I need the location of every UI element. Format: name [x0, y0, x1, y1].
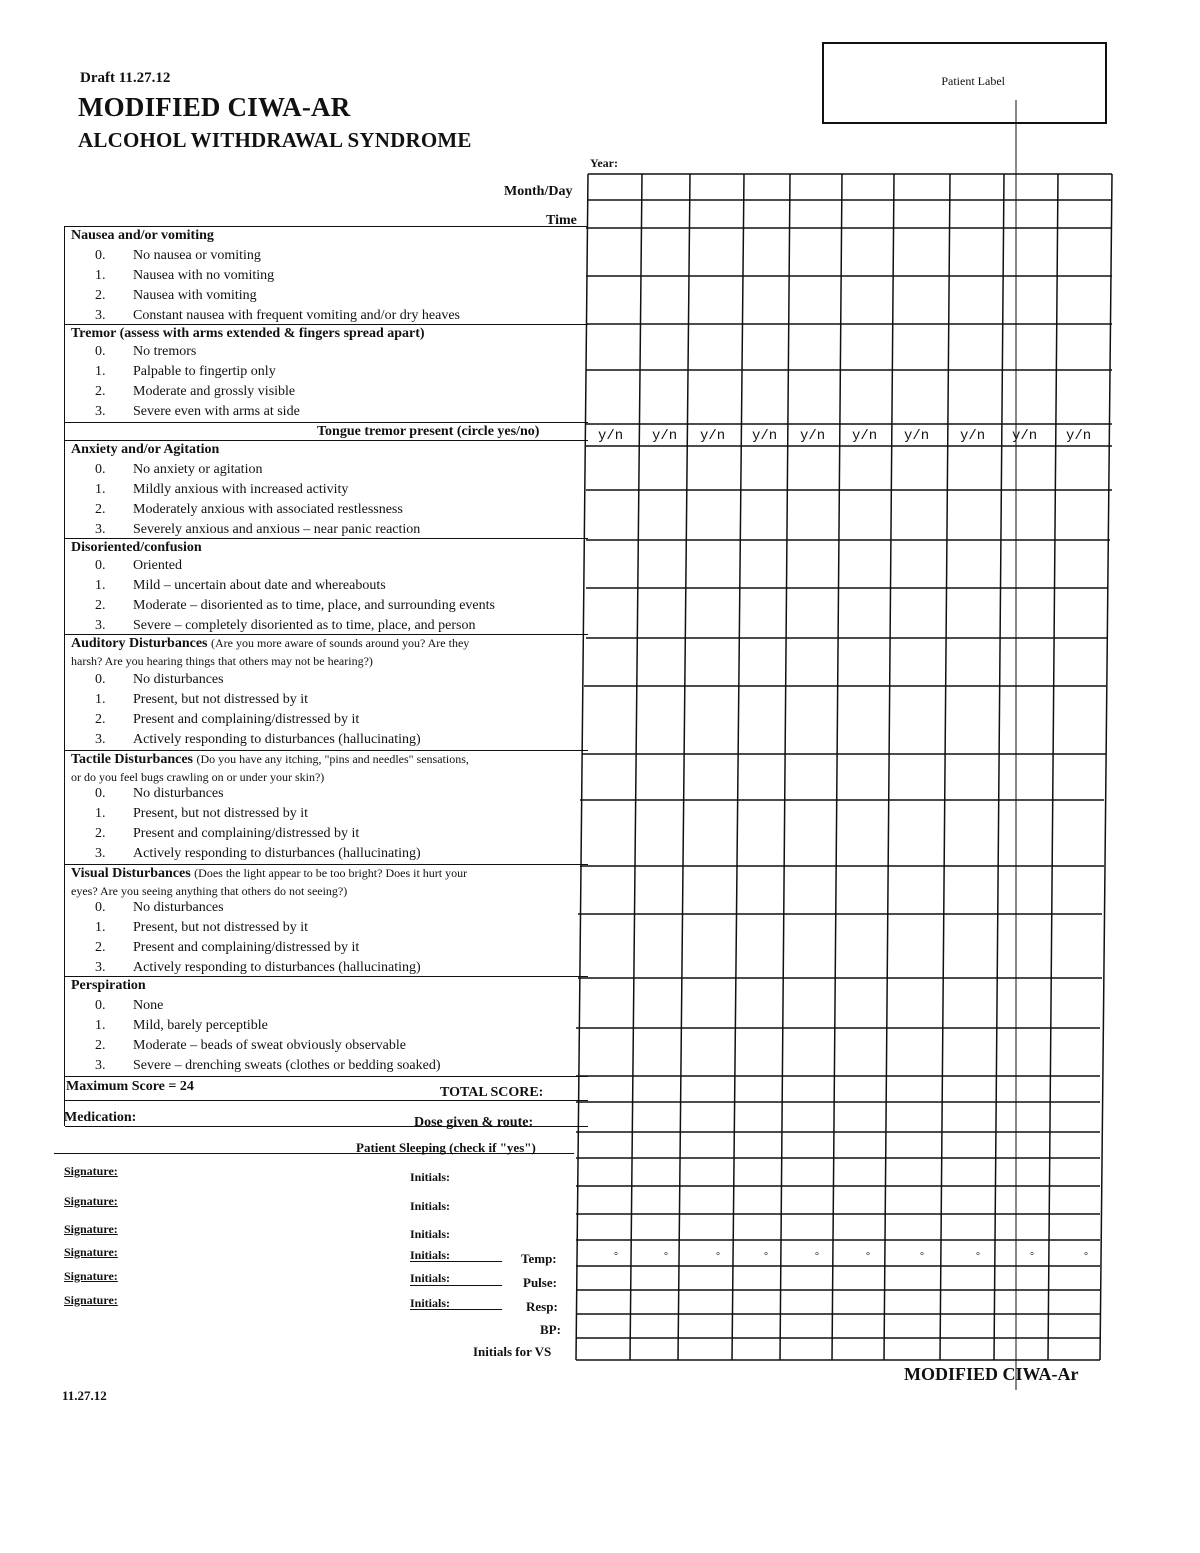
initials-line-1[interactable]: Initials:	[410, 1170, 451, 1184]
item-text: Moderate – disoriented as to time, place, and surrounding events	[133, 598, 495, 613]
item-number: 3.	[95, 732, 106, 747]
grid-column-line	[884, 174, 894, 1360]
tongue-tremor-label: Tongue tremor present (circle yes/no)	[317, 424, 540, 439]
item-number: 0.	[95, 900, 106, 915]
item-text: Palpable to fingertip only	[133, 364, 276, 379]
item-text: Severely anxious and anxious – near panic reaction	[133, 522, 421, 537]
month-day-label: Month/Day	[504, 184, 573, 199]
tactile-question-1: (Do you have any itching, "pins and needles" sensations,	[196, 752, 469, 766]
tongue-yn-10[interactable]: y/n	[1066, 428, 1092, 444]
item-number: 0.	[95, 998, 106, 1013]
item-text: No nausea or vomiting	[133, 248, 261, 263]
item-number: 2.	[95, 502, 106, 517]
initials-line-2[interactable]: Initials:	[410, 1199, 451, 1213]
grid-column-line	[576, 174, 588, 1360]
item-number: 1.	[95, 268, 106, 283]
item-text: No anxiety or agitation	[133, 462, 263, 477]
year-label: Year:	[590, 156, 618, 170]
tongue-yn-8[interactable]: y/n	[960, 428, 986, 444]
initials-line-3[interactable]: Initials:	[410, 1227, 451, 1241]
grid-column-line	[1048, 174, 1058, 1360]
tongue-yn-4[interactable]: y/n	[752, 428, 778, 444]
item-text: No disturbances	[133, 672, 224, 687]
item-number: 2.	[95, 384, 106, 399]
item-number: 2.	[95, 288, 106, 303]
tongue-yn-7[interactable]: y/n	[904, 428, 930, 444]
temp-degree-4: °	[764, 1251, 768, 1262]
temp-degree-1: °	[614, 1251, 618, 1262]
auditory-question-2: harsh? Are you hearing things that others may not be hearing?)	[71, 654, 373, 668]
temp-degree-10: °	[1084, 1251, 1088, 1262]
signature-line-3[interactable]: Signature:	[64, 1222, 118, 1236]
item-text: Moderately anxious with associated restlessness	[133, 502, 403, 517]
visual-title-text: Visual Disturbances	[71, 866, 191, 881]
item-text: Mild – uncertain about date and whereabouts	[133, 578, 386, 593]
signature-line-5[interactable]: Signature:	[64, 1269, 118, 1283]
grid-column-line	[994, 174, 1004, 1360]
form-title: MODIFIED CIWA-AR	[78, 92, 351, 122]
item-text: Present and complaining/distressed by it	[133, 826, 360, 841]
initials-line-6[interactable]: Initials:	[410, 1296, 451, 1310]
item-text: Actively responding to disturbances (hallucinating)	[133, 960, 421, 975]
item-text: No tremors	[133, 344, 197, 359]
item-text: Present, but not distressed by it	[133, 806, 308, 821]
time-label: Time	[546, 213, 577, 228]
tactile-question-2: or do you feel bugs crawling on or under your skin?)	[71, 770, 325, 784]
grid-column-line	[630, 174, 642, 1360]
tongue-yn-1[interactable]: y/n	[598, 428, 624, 444]
item-text: Present and complaining/distressed by it	[133, 940, 360, 955]
patient-label-text: Patient Label	[941, 74, 1005, 88]
item-number: 1.	[95, 364, 106, 379]
item-number: 2.	[95, 826, 106, 841]
signature-line-4[interactable]: Signature:	[64, 1245, 118, 1259]
item-text: No disturbances	[133, 900, 224, 915]
total-score-label: TOTAL SCORE:	[440, 1085, 544, 1100]
tongue-yn-5[interactable]: y/n	[800, 428, 826, 444]
grid-column-line	[678, 174, 690, 1360]
item-text: Severe – completely disoriented as to time, place, and person	[133, 618, 476, 633]
temp-label: Temp:	[521, 1251, 557, 1266]
auditory-title-text: Auditory Disturbances	[71, 636, 208, 651]
item-number: 3.	[95, 404, 106, 419]
initials-vs-label: Initials for VS	[473, 1344, 552, 1359]
form-subtitle: ALCOHOL WITHDRAWAL SYNDROME	[78, 128, 472, 152]
section-title-anxiety: Anxiety and/or Agitation	[71, 442, 220, 457]
signature-line-2[interactable]: Signature:	[64, 1194, 118, 1208]
medication-label: Medication:	[64, 1110, 137, 1125]
tongue-yn-3[interactable]: y/n	[700, 428, 726, 444]
item-text: Mildly anxious with increased activity	[133, 482, 349, 497]
section-title-nausea: Nausea and/or vomiting	[71, 228, 214, 243]
pulse-label: Pulse:	[523, 1275, 557, 1290]
item-number: 0.	[95, 248, 106, 263]
temp-degree-8: °	[976, 1251, 980, 1262]
temp-degree-5: °	[815, 1251, 819, 1262]
item-text: No disturbances	[133, 786, 224, 801]
item-text: Actively responding to disturbances (hallucinating)	[133, 846, 421, 861]
item-text: Moderate – beads of sweat obviously observable	[133, 1038, 406, 1053]
item-number: 3.	[95, 618, 106, 633]
item-number: 1.	[95, 692, 106, 707]
grid-column-line	[780, 174, 790, 1360]
item-text: Actively responding to disturbances (hallucinating)	[133, 732, 421, 747]
bp-label: BP:	[540, 1322, 561, 1337]
tongue-yn-2[interactable]: y/n	[652, 428, 678, 444]
item-text: Nausea with vomiting	[133, 288, 257, 303]
item-number: 0.	[95, 344, 106, 359]
temp-degree-9: °	[1030, 1251, 1034, 1262]
item-text: Severe even with arms at side	[133, 404, 300, 419]
item-number: 3.	[95, 522, 106, 537]
item-number: 0.	[95, 462, 106, 477]
initials-line-4[interactable]: Initials:	[410, 1248, 451, 1262]
footer-brand: MODIFIED CIWA-Ar	[904, 1364, 1079, 1384]
item-number: 0.	[95, 558, 106, 573]
visual-question-1: (Does the light appear to be too bright? Does it hurt your	[194, 866, 468, 880]
item-number: 2.	[95, 940, 106, 955]
item-number: 2.	[95, 712, 106, 727]
patient-sleeping-label: Patient Sleeping (check if "yes")	[356, 1140, 536, 1155]
item-number: 3.	[95, 308, 106, 323]
temp-degree-2: °	[664, 1251, 668, 1262]
item-text: Present, but not distressed by it	[133, 692, 308, 707]
grid-column-line	[940, 174, 950, 1360]
item-number: 3.	[95, 846, 106, 861]
max-score-label: Maximum Score = 24	[66, 1079, 194, 1094]
item-text: Moderate and grossly visible	[133, 384, 296, 399]
item-number: 2.	[95, 1038, 106, 1053]
temp-degree-7: °	[920, 1251, 924, 1262]
item-text: Nausea with no vomiting	[133, 268, 275, 283]
dose-route-label: Dose given & route:	[414, 1115, 534, 1130]
grid-column-line	[732, 174, 744, 1360]
section-title-disoriented: Disoriented/confusion	[71, 540, 202, 555]
tongue-yn-6[interactable]: y/n	[852, 428, 878, 444]
item-text: None	[133, 998, 164, 1013]
grid-column-line	[1100, 174, 1112, 1360]
item-number: 1.	[95, 1018, 106, 1033]
item-number: 3.	[95, 960, 106, 975]
item-text: Present and complaining/distressed by it	[133, 712, 360, 727]
item-text: Constant nausea with frequent vomiting and/or dry heaves	[133, 308, 460, 323]
item-number: 0.	[95, 672, 106, 687]
visual-question-2: eyes? Are you seeing anything that others do not seeing?)	[71, 884, 348, 898]
footer-date: 11.27.12	[62, 1388, 107, 1403]
item-number: 2.	[95, 598, 106, 613]
signature-line-1[interactable]: Signature:	[64, 1164, 118, 1178]
tongue-yn-9[interactable]: y/n	[1012, 428, 1038, 444]
item-number: 1.	[95, 482, 106, 497]
tremor-title-text: Tremor (assess with arms extended & fingers spread apart)	[71, 326, 425, 341]
grid-lines	[576, 174, 1112, 1360]
tactile-title-text: Tactile Disturbances	[71, 752, 193, 767]
item-number: 0.	[95, 786, 106, 801]
item-text: Severe – drenching sweats (clothes or bedding soaked)	[133, 1058, 441, 1073]
draft-date: Draft 11.27.12	[80, 70, 171, 86]
item-number: 1.	[95, 920, 106, 935]
item-number: 3.	[95, 1058, 106, 1073]
resp-label: Resp:	[526, 1299, 558, 1314]
item-text: Mild, barely perceptible	[133, 1018, 268, 1033]
temp-degree-6: °	[866, 1251, 870, 1262]
grid-column-line	[832, 174, 842, 1360]
auditory-question-1: (Are you more aware of sounds around you? Are they	[211, 636, 470, 650]
item-text: Present, but not distressed by it	[133, 920, 308, 935]
item-number: 1.	[95, 806, 106, 821]
item-number: 1.	[95, 578, 106, 593]
section-title-perspiration: Perspiration	[71, 978, 146, 993]
initials-line-5[interactable]: Initials:	[410, 1271, 451, 1285]
item-text: Oriented	[133, 558, 182, 573]
signature-line-6[interactable]: Signature:	[64, 1293, 118, 1307]
temp-degree-3: °	[716, 1251, 720, 1262]
